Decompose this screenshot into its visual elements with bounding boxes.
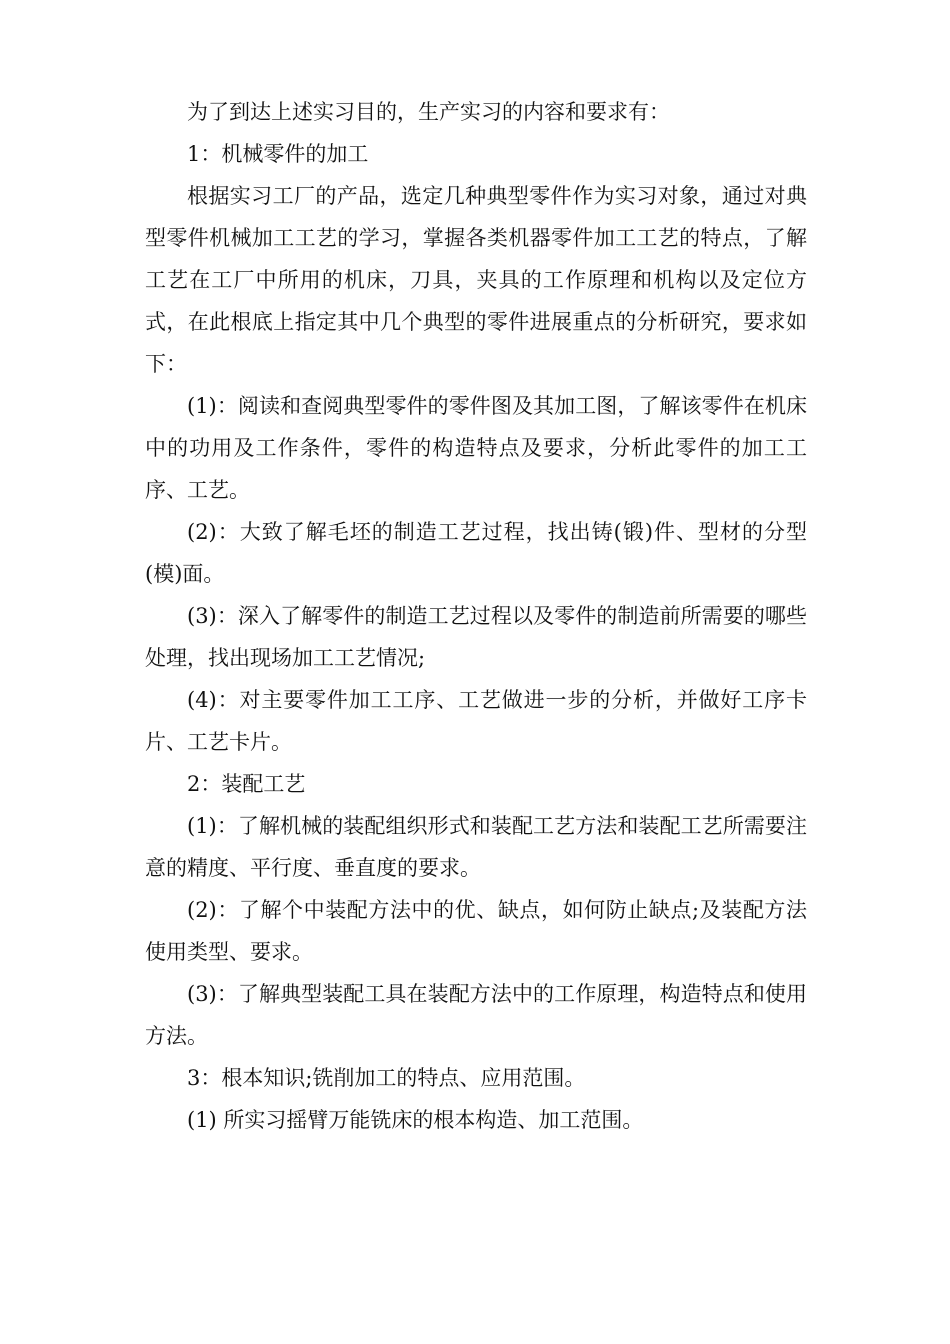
section-2-item-1: (1)：了解机械的装配组织形式和装配工艺方法和装配工艺所需要注意的精度、平行度、垂直度的要求。	[145, 814, 807, 880]
section-1-item-2: (2)：大致了解毛坯的制造工艺过程，找出铸(锻)件、型材的分型(模)面。	[145, 520, 807, 586]
section-1-item-1: (1)：阅读和查阅典型零件的零件图及其加工图，了解该零件在机床中的功用及工作条件，零件的构造特点及要求，分析此零件的加工工序、工艺。	[145, 394, 807, 502]
section-1-heading: 1：机械零件的加工	[187, 142, 369, 166]
section-1-paragraph: 根据实习工厂的产品，选定几种典型零件作为实习对象，通过对典型零件机械加工工艺的学习，掌握各类机器零件加工工艺的特点，了解工艺在工厂中所用的机床，刀具，夹具的工作原理和机构以及定位方式，在此根底上指定其中几个典型的零件进展重点的分析研究，要求如下：	[145, 184, 807, 376]
document-body	[145, 91, 807, 1141]
section-2-item-2: (2)：了解个中装配方法中的优、缺点，如何防止缺点;及装配方法使用类型、要求。	[145, 898, 807, 964]
section-2-item-3: (3)：了解典型装配工具在装配方法中的工作原理，构造特点和使用方法。	[145, 982, 807, 1048]
intro-paragraph: 为了到达上述实习目的，生产实习的内容和要求有：	[187, 100, 670, 124]
section-1-item-4: (4)：对主要零件加工工序、工艺做进一步的分析，并做好工序卡片、工艺卡片。	[145, 688, 807, 754]
section-3-item-1: (1) 所实习摇臂万能铣床的根本构造、加工范围。	[187, 1108, 644, 1132]
section-1-item-3: (3)：深入了解零件的制造工艺过程以及零件的制造前所需要的哪些处理，找出现场加工工艺情况;	[145, 604, 807, 670]
section-2-heading: 2：装配工艺	[187, 772, 306, 796]
section-3-heading: 3：根本知识;铣削加工的特点、应用范围。	[187, 1066, 586, 1090]
